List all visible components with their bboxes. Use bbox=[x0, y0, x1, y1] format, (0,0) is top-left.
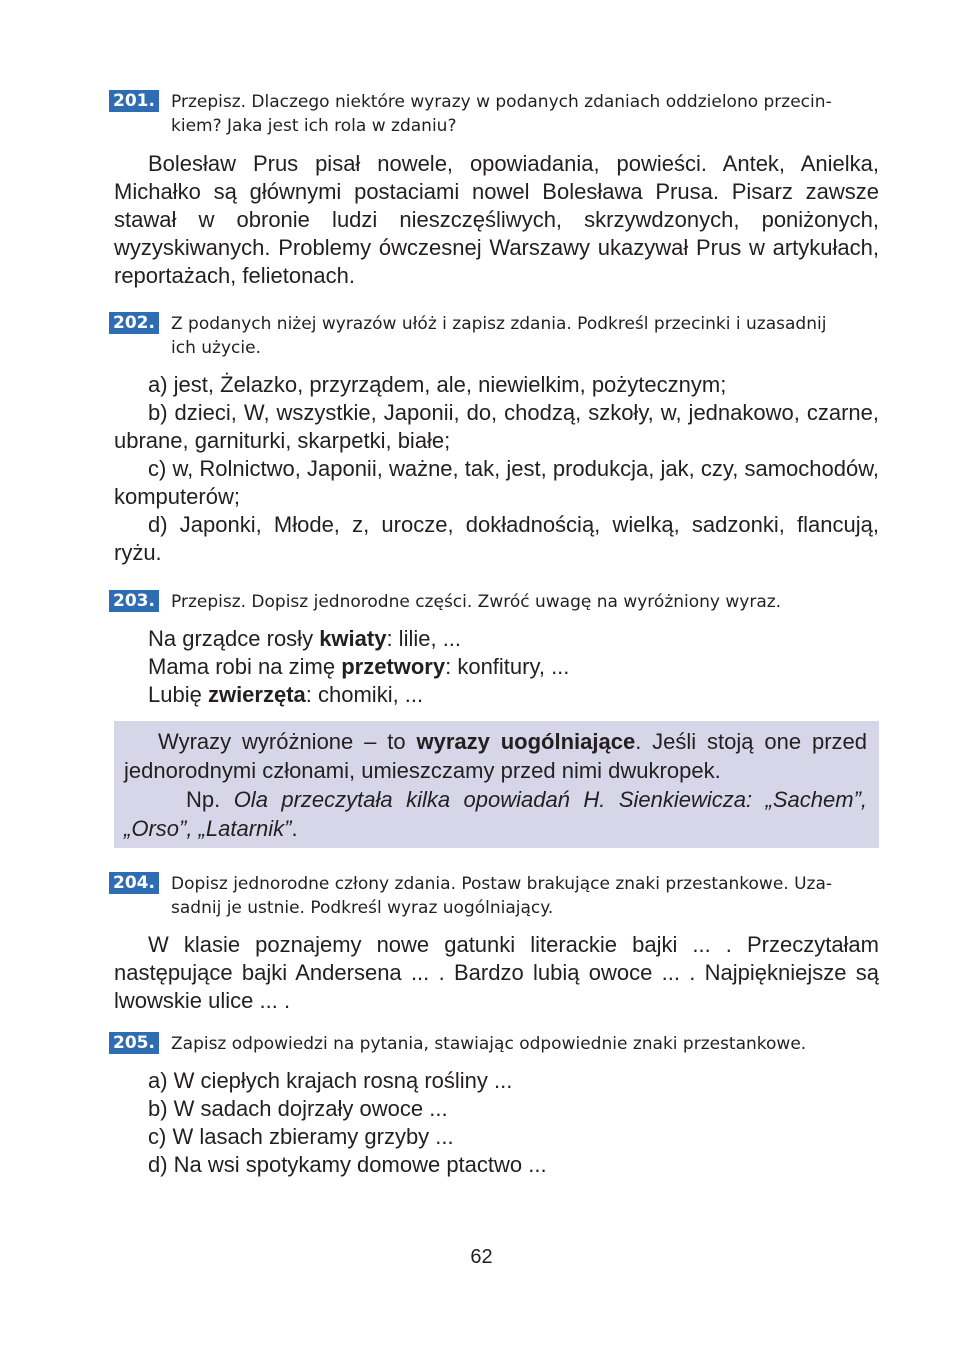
list-item: c) W lasach zbieramy grzyby ... bbox=[148, 1124, 454, 1149]
list-item: d) Na wsi spotykamy domowe ptactwo ... bbox=[148, 1152, 547, 1177]
exercise-number-badge: 202. bbox=[109, 312, 159, 334]
exercise-instruction: Dopisz jednorodne człony zdania. Postaw brakujące znaki przestankowe. Uza- sadnij je ustnie. Podkreśl wyraz uogólniający. bbox=[171, 874, 833, 918]
exercise-number-badge: 204. bbox=[109, 872, 159, 894]
exercise-number-badge: 201. bbox=[109, 90, 159, 112]
exercise-instruction: Zapisz odpowiedzi na pytania, stawiając odpowiednie znaki przestankowe. bbox=[171, 1034, 807, 1054]
exercise-202-items bbox=[114, 371, 879, 567]
exercise-201-text: Bolesław Prus pisał nowele, opowiadania, powieści. Antek, Anielka, Michałko są głównymi postaciami nowel Bolesława Prusa. Pisarz zawsze stawał w obronie ludzi nieszczęśliwych, skrzywdzonych, poniżonych, wyzyskiwanych. Problemy ówczesnej Warszawy ukazywał Prus w artykułach, reportażach, felietonach. bbox=[114, 151, 879, 288]
rule-info-box bbox=[114, 721, 879, 848]
rule-example: Np. Ola przeczytała kilka opowiadań H. Sienkiewicza: „Sachem”, „Orso”, „Latarnik”. bbox=[124, 787, 868, 841]
exercise-204-header bbox=[109, 872, 879, 920]
exercise-205-items bbox=[114, 1067, 879, 1179]
list-item: c) w, Rolnictwo, Japonii, ważne, tak, jest, produkcja, jak, czy, samochodów, komputerów; bbox=[114, 456, 879, 509]
list-item: Mama robi na zimę przetwory: konfitury, ... bbox=[148, 654, 570, 679]
list-item: Na grządce rosły kwiaty: lilie, ... bbox=[148, 626, 462, 651]
list-item: a) jest, Żelazko, przyrządem, ale, niewielkim, pożytecznym; bbox=[148, 372, 727, 397]
exercise-number-badge: 203. bbox=[109, 590, 159, 612]
list-item: d) Japonki, Młode, z, urocze, dokładnością, wielką, sadzonki, flancują, ryżu. bbox=[114, 512, 879, 565]
rule-text: Wyrazy wyróżnione – to wyrazy uogólniające. Jeśli stoją one przed jednorodnymi członami, umieszczamy przed nimi dwukropek. bbox=[124, 729, 867, 783]
page-number: 62 bbox=[470, 1246, 493, 1268]
list-item: b) W sadach dojrzały owoce ... bbox=[148, 1096, 448, 1121]
exercise-203-lines bbox=[114, 625, 879, 709]
exercise-201-header bbox=[109, 90, 879, 138]
list-item: Lubię zwierzęta: chomiki, ... bbox=[148, 682, 424, 707]
exercise-instruction: Przepisz. Dlaczego niektóre wyrazy w podanych zdaniach oddzielono przecin- kiem? Jaka jest ich rola w zdaniu? bbox=[171, 92, 832, 136]
exercise-instruction: Z podanych niżej wyrazów ułóż i zapisz zdania. Podkreśl przecinki i uzasadnij ich użycie. bbox=[171, 314, 827, 358]
list-item: b) dzieci, W, wszystkie, Japonii, do, chodzą, szkoły, w, jednakowo, czarne, ubrane, garniturki, skarpetki, białe; bbox=[114, 400, 879, 453]
exercise-205-header bbox=[109, 1032, 879, 1056]
exercise-203-header bbox=[109, 590, 879, 614]
exercise-number-badge: 205. bbox=[109, 1032, 159, 1054]
exercise-202-header bbox=[109, 312, 879, 360]
list-item: a) W ciepłych krajach rosną rośliny ... bbox=[148, 1068, 513, 1093]
exercise-204-text: W klasie poznajemy nowe gatunki literackie bajki ... . Przeczytałam następujące bajki Andersena ... . Bardzo lubią owoce ... . Najpiękniejsze są lwowskie ulice ... . bbox=[114, 932, 879, 1013]
exercise-instruction: Przepisz. Dopisz jednorodne części. Zwróć uwagę na wyróżniony wyraz. bbox=[171, 592, 782, 612]
